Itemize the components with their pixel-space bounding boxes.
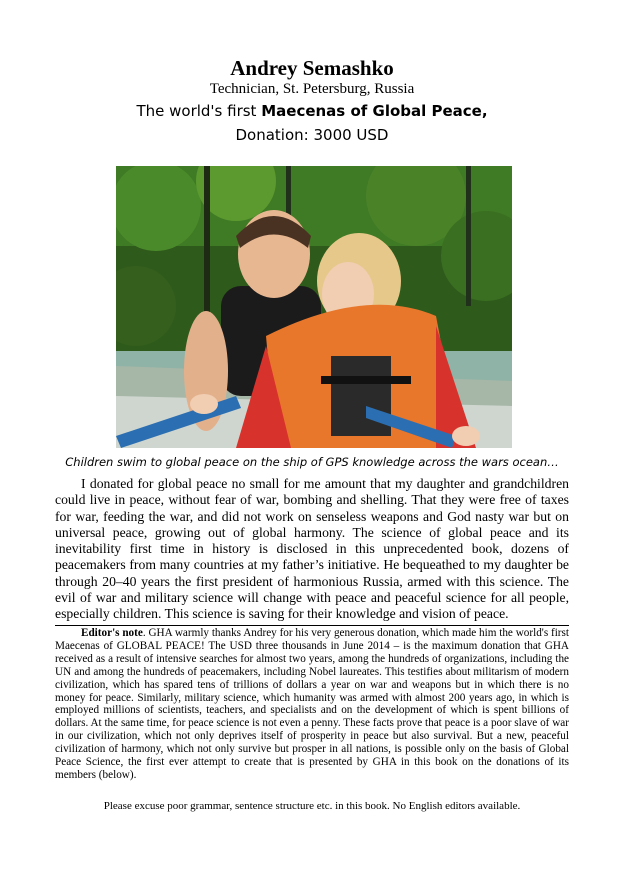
maecenas-title: Maecenas of Global Peace, bbox=[261, 102, 488, 120]
page-header bbox=[0, 56, 624, 147]
maecenas-prefix: The world's first bbox=[136, 102, 262, 120]
grammar-disclaimer: Please excuse poor grammar, sentence structure etc. in this book. No English editors available. bbox=[103, 800, 521, 812]
photo-illustration bbox=[116, 166, 512, 448]
section-divider bbox=[55, 625, 569, 626]
donor-name: Andrey Semashko bbox=[230, 56, 394, 80]
maecenas-line bbox=[0, 99, 624, 123]
donation-amount: Donation: 3000 USD bbox=[235, 126, 389, 144]
donor-photo bbox=[116, 166, 512, 448]
donor-statement: I donated for global peace no small for me amount that my daughter and grandchildren could live in peace, without fear of war, bombing and shelling. That they were free of taxes for war, feeding the war, and did not work on senseless weapons and God nasty war but on universal peace, growing out of global harmony. The science of global peace and its inevitability first time in history is disclosed in this unprecedented book, dozens of peacemakers from many countries at my father’s initiative. He bequeathed to my daughter be through 20–40 years the first president of harmonious Russia, armed with this science. The evil of war and military science will change with peace and peaceful science for all people, especially children. This science is saving for their knowledge and vision of peace. bbox=[55, 476, 569, 622]
editors-note bbox=[55, 627, 569, 782]
donor-role: Technician, St. Petersburg, Russia bbox=[209, 81, 415, 97]
editors-note-label: Editor's note bbox=[81, 627, 143, 639]
editors-note-text: . GHA warmly thanks Andrey for his very generous donation, which made him the world's first Maecenas of GLOBAL PEACE! The USD three thousands in June 2014 – is the maximum donation that GHA received as a result of intensive searches for almost two years, among the hundreds of organizations, including the UN and among the hundreds of peacemakers, including Nobel laureates. This testifies about militarism of modern civilization, which has spared tens of trillions of dollars a year on war and weapons but in which there is no money for peace. Similarly, military science, which humanity was armed with almost 200 years ago, in which is employed millions of scientists, teachers, and specialists and on the development of which is spent billions of dollars. At the same time, for peace science is not even a penny. These facts prove that peace is a poor slave of war in our civilization, which not only deprives itself of prosperity in peace but also survival. But a new, peaceful civilization of harmony, which not only survive but prosper in all nations, is possible only on the basis of Global Peace Science, the first ever attempt to create that is presented by GHA in this book on the donations of its members (below). bbox=[55, 627, 569, 781]
photo-caption: Children swim to global peace on the ship of GPS knowledge across the wars ocean… bbox=[65, 455, 559, 469]
